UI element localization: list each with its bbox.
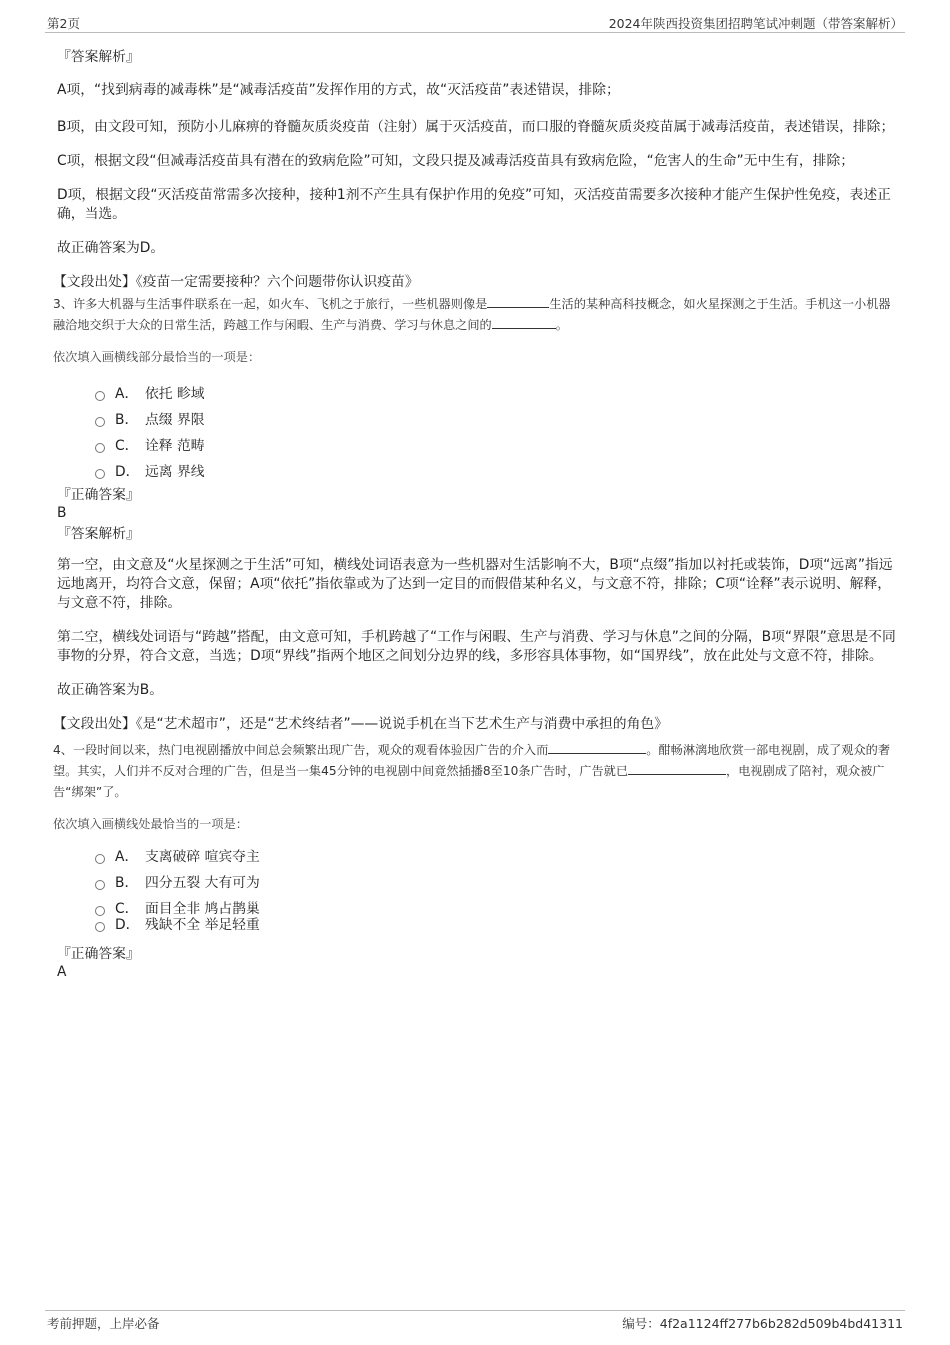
q2-source: 【文段出处】《疫苗一定需要接种？六个问题带你认识疫苗》 — [53, 274, 419, 290]
document-title: 2024年陕西投资集团招聘笔试冲刺题（带答案解析） — [608, 16, 903, 31]
radio-button[interactable] — [95, 906, 105, 916]
page-number: 第2页 — [47, 16, 80, 31]
q3-option-b[interactable]: B． 点缀 界限 — [95, 411, 897, 430]
q4-stem: 4、一段时间以来，热门电视剧播放中间总会频繁出现广告，观众的观看体验因广告的介入而 。酣畅淋漓地欣赏一部电视剧，成了观众的奢望。其实，人们并不反对合理的广告，但是当一集45分钟的电视剧中间竟然插播8至10条广告时，广告就已 ，电视剧成了陪衬，观众被广告“绑架”了。 — [53, 740, 897, 803]
footer-slogan: 考前押题，上岸必备 — [47, 1316, 160, 1331]
radio-button[interactable] — [95, 391, 105, 401]
q2-analysis-d: D项，根据文段“灭活疫苗常需多次接种，接种1剂不产生具有保护作用的免疫”可知，灭活疫苗需要多次接种才能产生保护性免疫，表述正确，当选。 — [57, 187, 891, 222]
q4-blank-2 — [628, 761, 726, 775]
q2-analysis-a: A项，“找到病毒的减毒株”是“减毒活疫苗”发挥作用的方式，故“灭活疫苗”表述错误，排除； — [57, 82, 620, 98]
q4-answer: A — [57, 964, 67, 980]
q3-stem: 3、许多大机器与生活事件联系在一起，如火车、飞机之于旅行，一些机器则像是 生活的某种高科技概念，如火星探测之于生活。手机这一小机器融洽地交织于大众的日常生活，跨越工作与闲暇、生产与消费、学习与休息之间的 。 — [53, 294, 897, 336]
q4-option-d[interactable]: D． 残缺不全 举足轻重 — [95, 916, 897, 935]
q2-analysis-b: B项，由文段可知，预防小儿麻痹的脊髓灰质炎疫苗（注射）属于灭活疫苗，而口服的脊髓灰质炎疫苗属于减毒活疫苗，表述错误，排除； — [57, 119, 895, 135]
radio-button[interactable] — [95, 469, 105, 479]
radio-button[interactable] — [95, 922, 105, 932]
q4-option-c[interactable]: C． 面目全非 鸠占鹊巢 — [95, 900, 897, 919]
q2-conclusion: 故正确答案为D。 — [57, 240, 165, 256]
main-content — [53, 46, 897, 982]
radio-button[interactable] — [95, 854, 105, 864]
q3-conclusion: 故正确答案为B。 — [57, 682, 164, 698]
q3-answer: B — [57, 505, 67, 521]
q3-options — [57, 385, 897, 482]
document-id: 编号：4f2a1124ff277b6b282d509b4bd41311 — [622, 1316, 903, 1331]
q4-option-a[interactable]: A． 支离破碎 喧宾夺主 — [95, 848, 897, 867]
q2-analysis-c: C项，根据文段“但减毒活疫苗具有潜在的致病危险”可知，文段只提及减毒活疫苗具有致病危险，“危害人的生命”无中生有，排除； — [57, 153, 855, 169]
q3-blank-2 — [492, 315, 556, 329]
q3-option-d[interactable]: D． 远离 界线 — [95, 463, 897, 482]
q4-options — [57, 848, 897, 935]
q3-analysis-label: 『答案解析』 — [57, 526, 140, 542]
q4-option-b[interactable]: B． 四分五裂 大有可为 — [95, 874, 897, 893]
q3-blank-1 — [487, 294, 549, 308]
q3-source: 【文段出处】《是“艺术超市”，还是“艺术终结者”——说说手机在当下艺术生产与消费中承担的角色》 — [53, 716, 668, 732]
q2-analysis-label: 『答案解析』 — [57, 49, 140, 65]
radio-button[interactable] — [95, 443, 105, 453]
q3-analysis-2: 第二空，横线处词语与“跨越”搭配，由文意可知，手机跨越了“工作与闲暇、生产与消费、学习与休息”之间的分隔，B项“界限”意思是不同事物的分界，符合文意，当选；D项“界线”指两个地区之间划分边界的线，多形容具体事物，如“国界线”，放在此处与文意不符，排除。 — [57, 629, 896, 664]
q3-analysis-1: 第一空，由文意及“火星探测之于生活”可知，横线处词语表意为一些机器对生活影响不大，B项“点缀”指加以衬托或装饰，D项“远离”指远远地离开，均符合文意，保留；A项“依托”指依靠或为了达到一定目的而假借某种名义，与文意不符，排除；C项“诠释”表示说明、解释，与文意不符，排除。 — [57, 557, 893, 611]
radio-button[interactable] — [95, 880, 105, 890]
q3-option-c[interactable]: C． 诠释 范畴 — [95, 437, 897, 456]
q4-answer-label: 『正确答案』 — [57, 946, 140, 962]
q3-prompt: 依次填入画横线部分最恰当的一项是： — [53, 350, 261, 364]
radio-button[interactable] — [95, 417, 105, 427]
q3-option-a[interactable]: A． 依托 畛域 — [95, 385, 897, 404]
q4-prompt: 依次填入画横线处最恰当的一项是： — [53, 817, 248, 831]
page-header — [45, 14, 905, 33]
q3-answer-label: 『正确答案』 — [57, 487, 140, 503]
page-footer — [45, 1310, 905, 1331]
q4-blank-1 — [548, 740, 646, 754]
